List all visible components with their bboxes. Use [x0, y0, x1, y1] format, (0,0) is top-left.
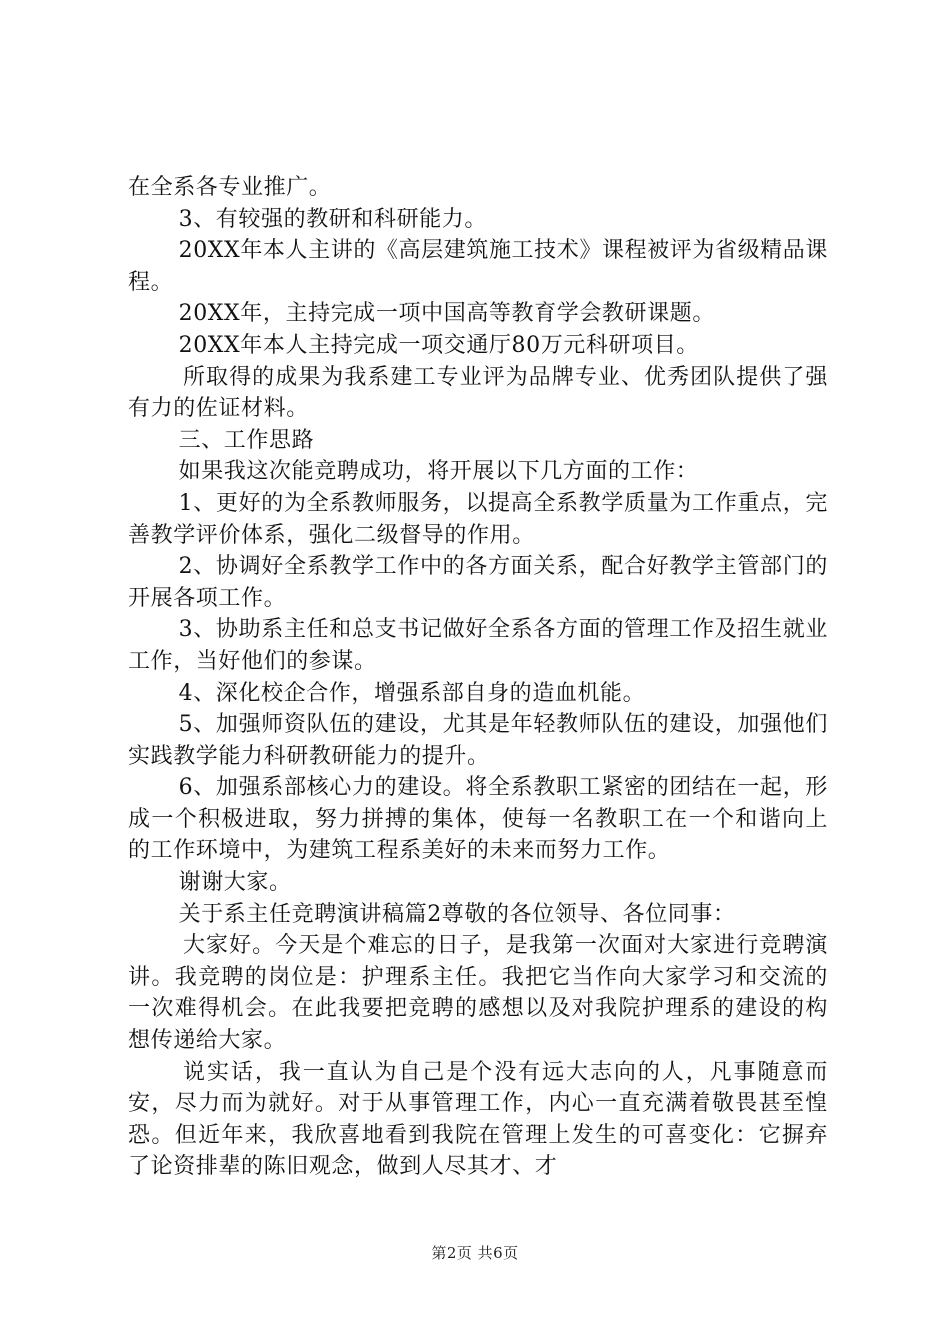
- paragraph-point-3-heading: 3、有较强的教研和科研能力。: [178, 206, 487, 232]
- paragraph-speech-2-greeting: 大家好。今天是个难忘的日子，是我第一次面对大家进行竞聘演讲。我竞聘的岗位是：护理系主任。我把它当作向大家学习和交流的一次难得机会。在此我要把竞聘的感想以及对我院护理系的建设的构想传递给大家。: [128, 933, 828, 1054]
- paragraph-course-award: 20XX年本人主讲的《高层建筑施工技术》课程被评为省级精品课程。: [128, 238, 828, 295]
- paragraph-plan-6: 6、加强系部核心力的建设。将全系教职工紧密的团结在一起，形成一个积极进取，努力拼搏的集体，使每一名教职工在一个和谐向上的工作环境中，为建筑工程系美好的未来而努力工作。: [128, 775, 828, 864]
- page-number-footer: 第2页 共6页: [431, 1244, 519, 1262]
- paragraph-plan-1: 1、更好的为全系教师服务，以提高全系教学质量为工作重点，完善教学评价体系，强化二级督导的作用。: [128, 490, 828, 548]
- document-body: [128, 172, 828, 1183]
- paragraph-research-topic: 20XX年，主持完成一项中国高等教育学会教研课题。: [178, 301, 715, 327]
- paragraph-plan-2: 2、协调好全系教学工作中的各方面关系，配合好教学主管部门的开展各项工作。: [128, 554, 828, 611]
- paragraph-intro-plans: 如果我这次能竞聘成功，将开展以下几方面的工作：: [178, 459, 699, 485]
- paragraph-thanks: 谢谢大家。: [178, 870, 292, 896]
- paragraph-achievements: 所取得的成果为我系建工专业评为品牌专业、优秀团队提供了强有力的佐证材料。: [128, 364, 828, 422]
- section-heading-work-ideas: 三、工作思路: [178, 427, 315, 453]
- paragraph-speech-2-title: 关于系主任竞聘演讲稿篇2尊敬的各位领导、各位同事：: [178, 901, 736, 927]
- paragraph-plan-4: 4、深化校企合作，增强系部自身的造血机能。: [178, 680, 646, 706]
- paragraph-research-project: 20XX年本人主持完成一项交通厅80万元科研项目。: [178, 332, 699, 358]
- paragraph-continuation: 在全系各专业推广。: [128, 175, 332, 200]
- paragraph-speech-2-body: 说实话，我一直认为自己是个没有远大志向的人，凡事随意而安，尽力而为就好。对于从事管理工作，内心一直充满着敬畏甚至惶恐。但近年来，我欣喜地看到我院在管理上发生的可喜变化：它摒弃了论资排辈的陈旧观念，做到人尽其才、才: [128, 1059, 828, 1180]
- paragraph-plan-3: 3、协助系主任和总支书记做好全系各方面的管理工作及招生就业工作，当好他们的参谋。: [128, 617, 828, 674]
- paragraph-plan-5: 5、加强师资队伍的建设，尤其是年轻教师队伍的建设，加强他们实践教学能力科研教研能力的提升。: [128, 712, 828, 769]
